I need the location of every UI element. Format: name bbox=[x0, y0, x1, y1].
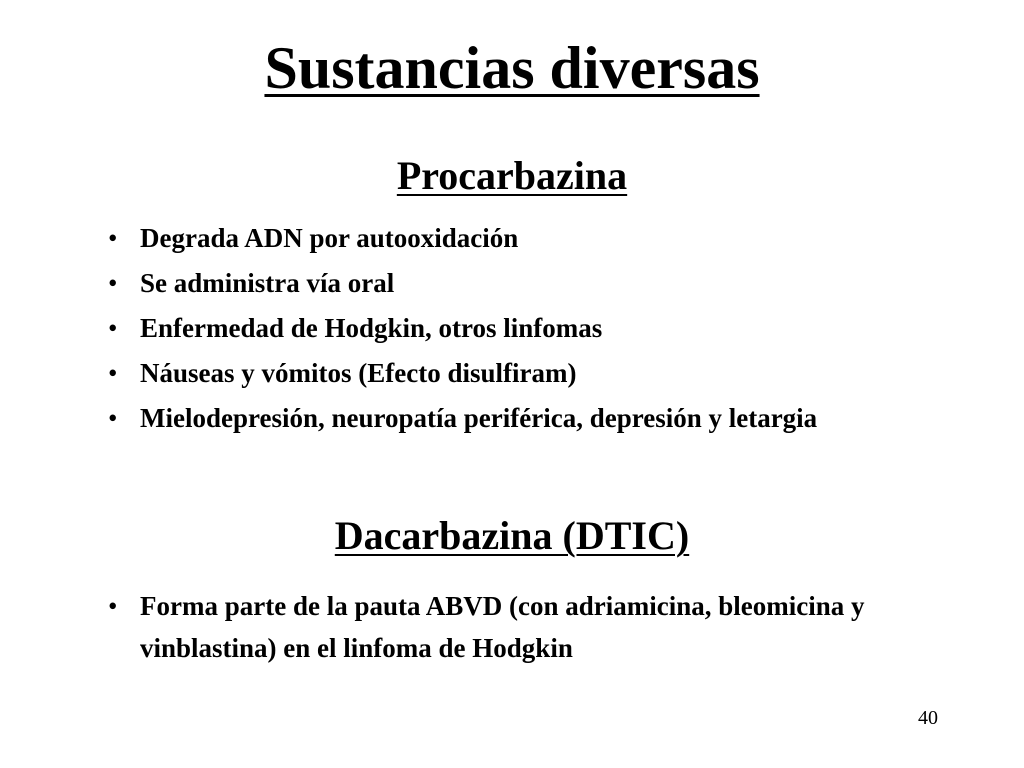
bullet-text: Forma parte de la pauta ABVD (con adriamicina, bleomicina y vinblastina) en el linfoma de Hodgkin bbox=[140, 591, 865, 663]
page-number: 40 bbox=[918, 707, 938, 729]
list-item bbox=[108, 403, 908, 433]
list-item bbox=[108, 358, 908, 388]
bullet-text: Mielodepresión, neuropatía periférica, depresión y letargia bbox=[140, 403, 818, 433]
bullet-text: Enfermedad de Hodgkin, otros linfomas bbox=[140, 313, 603, 343]
section-heading-procarbazina: Procarbazina bbox=[396, 153, 628, 198]
bullet-icon: • bbox=[108, 403, 118, 433]
bullet-list-dacarbazina bbox=[108, 585, 908, 669]
bullet-text: Se administra vía oral bbox=[140, 268, 395, 298]
list-item bbox=[108, 268, 908, 298]
list-item bbox=[108, 585, 908, 669]
bullet-icon: • bbox=[108, 358, 118, 388]
bullet-icon: • bbox=[108, 313, 118, 343]
bullet-text: Degrada ADN por autooxidación bbox=[140, 223, 519, 253]
bullet-list-procarbazina bbox=[108, 223, 908, 451]
bullet-icon: • bbox=[108, 268, 118, 298]
bullet-text: Náuseas y vómitos (Efecto disulfiram) bbox=[140, 358, 577, 388]
slide-title: Sustancias diversas bbox=[264, 35, 760, 101]
bullet-icon: • bbox=[108, 223, 118, 253]
list-item bbox=[108, 223, 908, 253]
list-item bbox=[108, 313, 908, 343]
section-heading-dacarbazina: Dacarbazina (DTIC) bbox=[334, 513, 690, 558]
bullet-icon: • bbox=[108, 591, 118, 621]
